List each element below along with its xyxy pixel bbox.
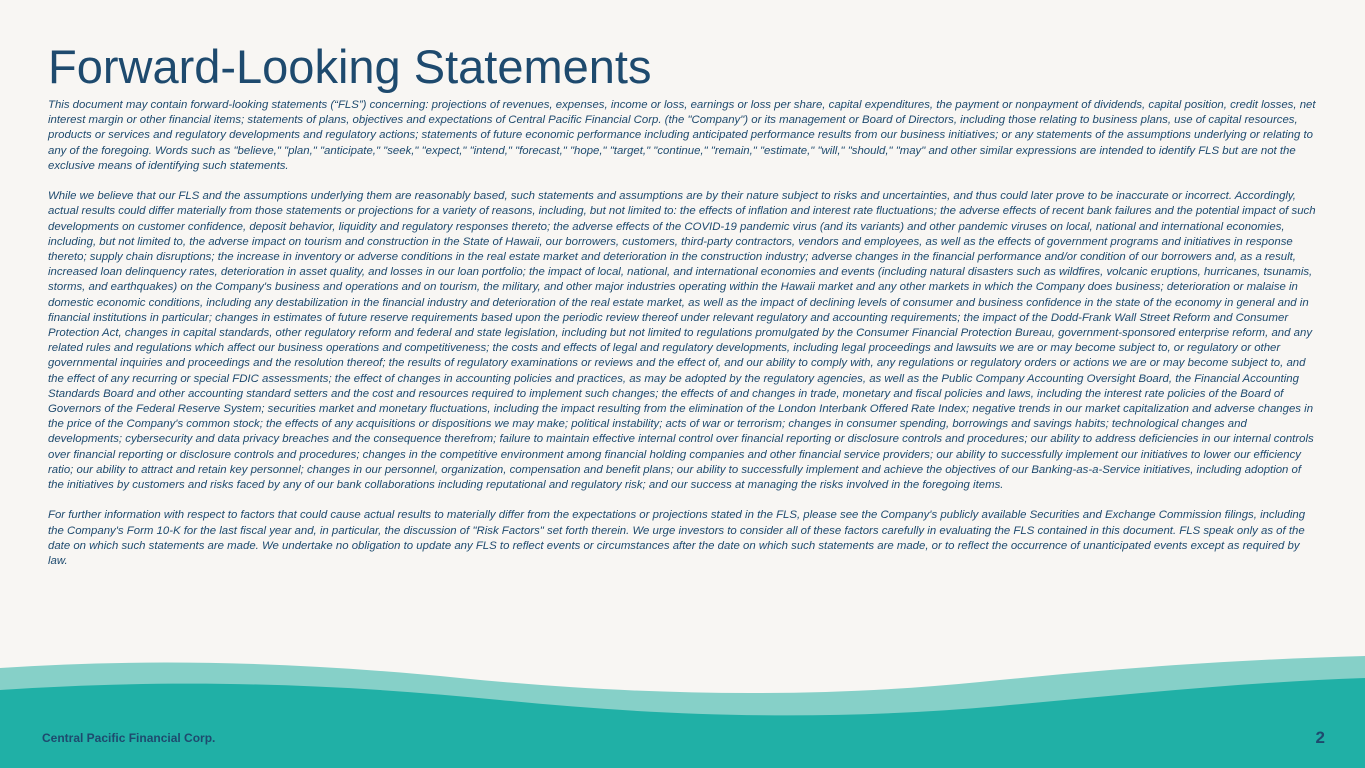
disclaimer-body: [48, 98, 1318, 584]
wave-dark-band: [0, 678, 1365, 768]
footer-company-name: Central Pacific Financial Corp.: [42, 731, 216, 745]
disclaimer-paragraph-1: This document may contain forward-looking statements (“FLS”) concerning: projections of revenues, expenses, income or loss, earnings or loss per share, capital expenditures, the payment or nonpayment of dividends, capital position, credit losses, net interest margin or other financial items; statements of plans, objectives and expectations of Central Pacific Financial Corp. (the "Company") or its management or Board of Directors, including those relating to business plans, use of capital resources, products or services and regulatory developments and regulatory actions; statements of future economic performance including anticipated performance results from our business initiatives; or any statements of the assumptions underlying or relating to any of the foregoing. Words such as "believe," "plan," "anticipate," "seek," "expect," "intend," "forecast," "hope," "target," "continue," "remain," "estimate," "will," "should," "may" and other similar expressions are intended to identify FLS but are not the exclusive means of identifying such statements.: [48, 99, 1316, 172]
page-title: Forward-Looking Statements: [48, 40, 652, 93]
page-number: 2: [1315, 728, 1325, 747]
disclaimer-paragraph-2: While we believe that our FLS and the assumptions underlying them are reasonably based, such statements and assumptions are by their nature subject to risks and uncertainties, and thus could later prove to be inaccurate or incorrect. Accordingly, actual results could differ materially from those statements or projections for a variety of reasons, including, but not limited to: the effects of inflation and interest rate fluctuations; the adverse effects of recent bank failures and the potential impact of such developments on customer confidence, deposit behavior, liquidity and regulatory responses thereto; the adverse effects of the COVID-19 pandemic virus (and its variants) and other pandemic viruses on local, national and international economies, including, but not limited to, the adverse impact on tourism and construction in the State of Hawaii, our borrowers, customers, third-party contractors, vendors and employees, as well as the effects of government programs and initiatives in response thereto; supply chain disruptions; the increase in inventory or adverse conditions in the real estate market and deterioration in the construction industry; adverse changes in the financial performance and/or condition of our borrowers and, as a result, increased loan delinquency rates, deterioration in asset quality, and losses in our loan portfolio; the impact of local, national, and international economies and events (including natural disasters such as wildfires, volcanic eruptions, hurricanes, tsunamis, storms, and earthquakes) on the Company's business and operations and on tourism, the military, and other major industries operating within the Hawaii market and any other markets in which the Company does business; deterioration or malaise in domestic economic conditions, including any destabilization in the financial industry and deterioration of the real estate market, as well as the impact of declining levels of consumer and business confidence in the state of the economy in general and in financial institutions in particular; changes in estimates of future reserve requirements based upon the periodic review thereof under relevant regulatory and accounting requirements; the impact of the Dodd-Frank Wall Street Reform and Consumer Protection Act, changes in capital standards, other regulatory reform and federal and state legislation, including but not limited to regulations promulgated by the Consumer Financial Protection Bureau, government-sponsored enterprise reform, and any related rules and regulations which affect our business operations and competitiveness; the costs and effects of legal and regulatory developments, including legal proceedings and lawsuits we are or may become subject to, or regulatory or other governmental inquiries and proceedings and the resolution thereof; the results of regulatory examinations or reviews and the effect of, and our ability to comply with, any regulations or regulatory orders or actions we are or may become subject to, and the effect of any recurring or special FDIC assessments; the effect of changes in accounting policies and practices, as may be adopted by the regulatory agencies, as well as the Public Company Accounting Oversight Board, the Financial Accounting Standards Board and other accounting standard setters and the cost and resources required to implement such changes; the effects of and changes in trade, monetary and fiscal policies and laws, including the interest rate policies of the Board of Governors of the Federal Reserve System; securities market and monetary fluctuations, including the impact resulting from the elimination of the London Interbank Offered Rate Index; negative trends in our market capitalization and adverse changes in the price of the Company's common stock; the effects of any acquisitions or dispositions we may make; political instability; acts of war or terrorism; changes in consumer spending, borrowings and savings habits; technological changes and developments; cybersecurity and data privacy breaches and the consequence therefrom; failure to maintain effective internal control over financial reporting or disclosure controls and procedures; our ability to address deficiencies in our internal controls over financial reporting or disclosure controls and procedures; changes in the competitive environment among financial holding companies and other financial service providers; our ability to successfully implement our initiatives to lower our efficiency ratio; our ability to attract and retain key personnel; changes in our personnel, organization, compensation and benefit plans; our ability to successfully implement and achieve the objectives of our Banking-as-a-Service initiatives, including adoption of the initiatives by customers and risks faced by any of our bank collaborations including reputational and regulatory risk; and our success at managing the risks involved in the foregoing items.: [48, 190, 1316, 492]
disclaimer-paragraph-3: For further information with respect to factors that could cause actual results to materially differ from the expectations or projections stated in the FLS, please see the Company's publicly available Securities and Exchange Commission filings, including the Company's Form 10-K for the last fiscal year and, in particular, the discussion of "Risk Factors" set forth therein. We urge investors to consider all of these factors carefully in evaluating the FLS contained in this document. FLS speak only as of the date on which such statements are made. We undertake no obligation to update any FLS to reflect events or circumstances after the date on which such statements are made, or to reflect the occurrence of unanticipated events except as required by law.: [48, 509, 1306, 568]
footer-wave-decoration: [0, 650, 1365, 768]
